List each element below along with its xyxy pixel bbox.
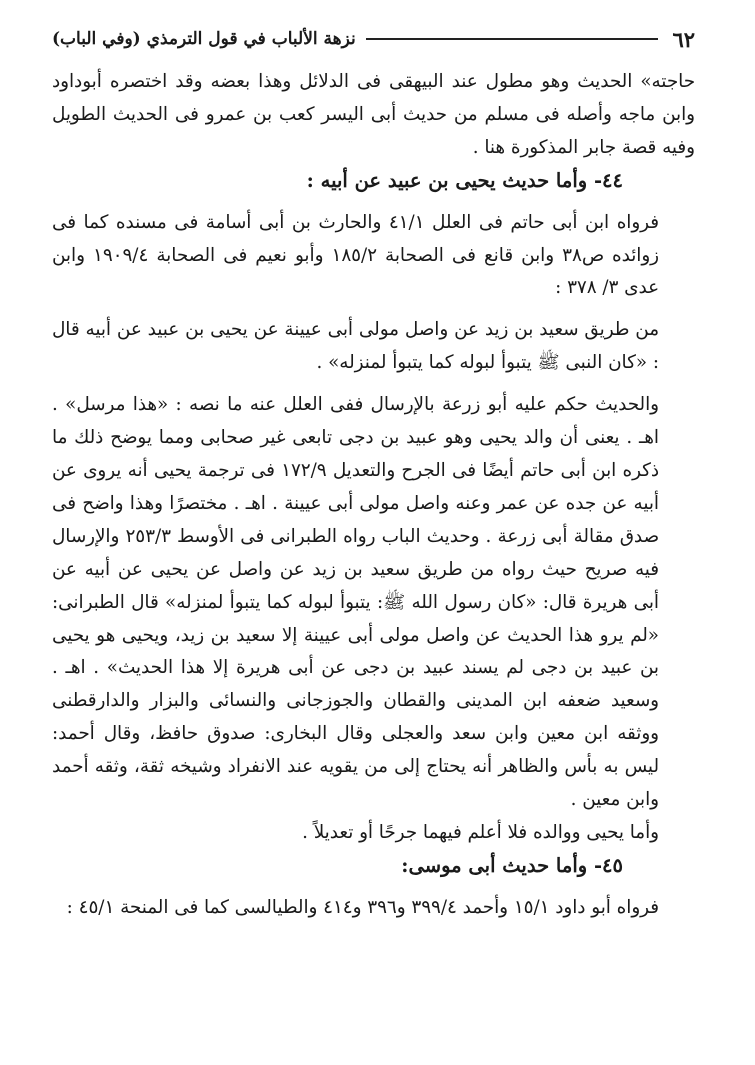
paragraph-isnad [52,314,695,380]
text-line: «كان النبى ﷺ يتبوأ لبوله كما يتبوأ لمنزله» . [316,352,648,374]
text-line: عن عمر وعنه واصل مولى أبى عيينة . اهـ . مختصرًا وهذا واضح فى صدق مقالة أبى [52,492,660,547]
page-body [52,66,695,925]
text-line: ٣٧٨ : [555,277,597,299]
paragraph-narrators [52,817,695,850]
text-line: من طريق سعيد بن زيد عن واصل عن يحيى عن أبيه عن أبى هريرة قال: «كان رسول [52,558,659,613]
text-line: فرواه أبو داود ١٥/١ وأحمد ٣٩٩/٤ و٣٩٦ و٤١٤ والطيالسى كما فى المنحة ٤٥/١ : [66,896,659,918]
paragraph-sources-45 [52,892,695,925]
text-line: والحديث حكم عليه أبو زرعة بالإرسال ففى العلل عنه ما نصه : «هذا مرسل» . اهـ . [52,394,660,449]
text-line: من طريق سعيد بن زيد عن واصل مولى أبى عيينة عن يحيى بن عبيد عن أبيه قال : [52,319,659,374]
text-line: وأما يحيى ووالده فلا أعلم فيهما جرحًا أو تعديلاً . [302,821,659,843]
paragraph-ruling [52,389,695,817]
text-line: الله ﷺ: يتبوأ لبوله كما يتبوأ لمنزله» قال الطبرانى: «لم يرو هذا الحديث عن واصل مولى [52,591,659,646]
paragraph-sources-44 [52,207,695,306]
text-line: والنسائى والبزار والدارقطنى ووثقه ابن معين وابن سعد والعجلى وقال البخارى: صدوق [52,690,659,745]
text-line: أبى عيينة إلا سعيد بن زيد، ويحيى هو يحيى بن عبيد بن دجى لم يسند عبيد بن دجى عن [52,624,659,679]
text-line: ثقة، وثقه أحمد وابن معين . [52,756,659,811]
text-line: يعنى أن والد يحيى وهو عبيد بن دجى تابعى غير صحابى ومما يوضح ذلك ما ذكره ابن [52,427,660,481]
text-line: جابر المذكورة هنا . [472,136,617,158]
page-number: ٦٢ [672,26,695,52]
running-title: نزهة الألباب في قول الترمذي (وفي الباب) [52,29,356,49]
text-line: حاجته» الحديث وهو مطول عند البيهقى فى الدلائل وهذا بعضه وقد اختصره أبوداود وابن [52,71,695,125]
text-line: أبى حاتم أيضًا فى الجرح والتعديل ١٧٢/٩ فى ترجمة يحيى أنه يروى عن أبيه عن جده [52,459,659,514]
running-header [52,22,695,56]
section-heading-44: ٤٤- وأما حديث يحيى بن عبيد عن أبيه : [306,168,623,192]
text-line: فرواه ابن أبى حاتم فى العلل ٤١/١ والحارث بن أبى أسامة فى مسنده كما فى زوائده [52,211,660,266]
text-line: ماجه وأصله فى مسلم من حديث أبى اليسر كعب بن عمرو فى الحديث الطويل وفيه قصة [52,103,695,158]
section-heading-45: ٤٥- وأما حديث أبى موسى: [401,853,623,877]
text-line: أبى هريرة إلا هذا الحديث» . اهـ . وسعيد ضعفه ابن المدينى والقطان والجوزجانى [52,657,660,712]
text-line: زرعة . وحديث الباب رواه الطبرانى فى الأوسط ٢٥٣/٣ والإرسال فيه صريح حيث رواه [52,525,659,580]
text-line: ص٣٨ وابن قانع فى الصحابة ١٨٥/٢ وأبو نعيم فى الصحابة ١٩٠٩/٤ وابن عدى ٣/ [52,244,659,299]
text-line: حافظ، وقال أحمد: ليس به بأس والظاهر أنه يحتاج إلى من يقويه عند الانفراد وشيخه [52,723,660,778]
paragraph-continuation [52,66,695,165]
book-page [52,22,695,1055]
header-rule [366,38,659,40]
